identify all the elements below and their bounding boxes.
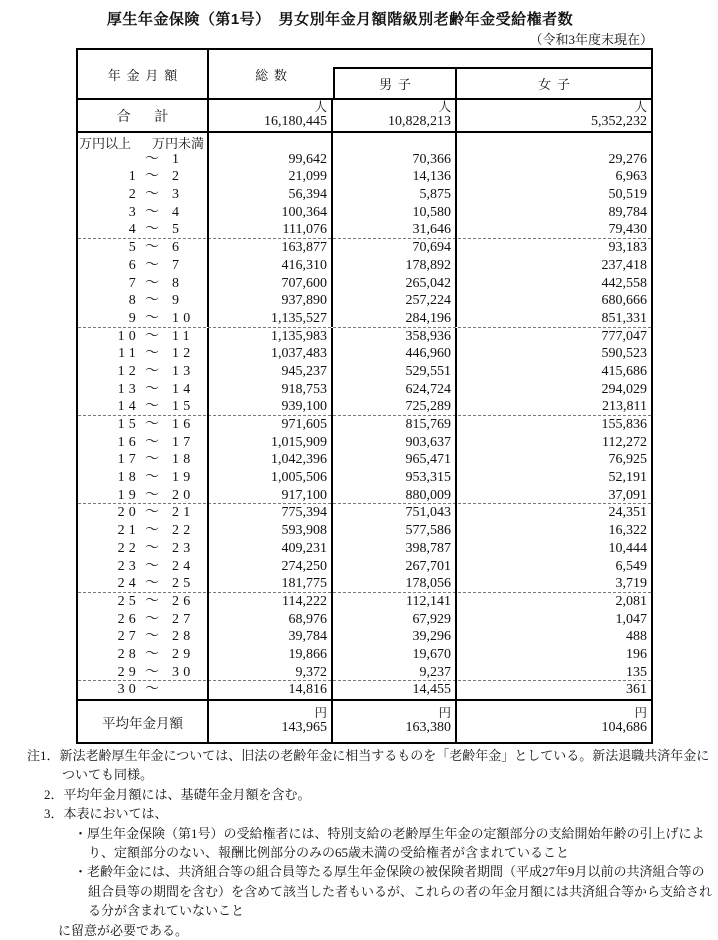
- footnote-line: る分が含まれていないこと: [88, 903, 245, 919]
- female-cell: 29,276: [608, 151, 647, 167]
- range-cell: 28 ～ 29: [78, 646, 209, 664]
- table-row: [78, 575, 651, 593]
- header-sex-group: [333, 67, 651, 98]
- total-cell: 1,015,909: [209, 434, 333, 452]
- total-cell: 1,005,506: [209, 469, 333, 487]
- grand-total-total-cell: 人 16,180,445: [209, 100, 333, 131]
- table-row: [78, 681, 651, 699]
- unit-yen: 円: [438, 706, 451, 720]
- table-row: [78, 381, 651, 399]
- average-row: [78, 699, 651, 742]
- female-cell: 777,047: [601, 328, 647, 344]
- range-cell: 18 ～ 19: [78, 469, 209, 487]
- female-cell: 79,430: [608, 222, 647, 238]
- total-cell: 181,775: [209, 575, 333, 592]
- male-cell: 14,455: [333, 681, 457, 699]
- grand-total-label: 合計: [78, 100, 209, 131]
- grand-total-male-cell: 人 10,828,213: [333, 100, 457, 131]
- range-cell: 16 ～ 17: [78, 434, 209, 452]
- range-cell: 7 ～ 8: [78, 275, 209, 293]
- range-cell: 21 ～ 22: [78, 522, 209, 540]
- female-cell: 155,836: [601, 417, 647, 432]
- female-cell: 6,549: [615, 558, 647, 574]
- range-cell: 30 ～: [78, 681, 209, 699]
- total-cell: 99,642: [209, 151, 333, 169]
- range-cell: 26 ～ 27: [78, 611, 209, 629]
- table-row: [78, 345, 651, 363]
- male-cell: 14,136: [333, 168, 457, 186]
- male-cell: 31,646: [333, 221, 457, 238]
- male-cell: 284,196: [333, 310, 457, 327]
- table-row: [78, 504, 651, 522]
- total-cell: 416,310: [209, 257, 333, 275]
- range-cell: 4 ～ 5: [78, 221, 209, 238]
- total-cell: 1,042,396: [209, 451, 333, 469]
- male-cell: 624,724: [333, 381, 457, 399]
- total-cell: 971,605: [209, 416, 333, 434]
- table-row: [78, 221, 651, 239]
- male-cell: 178,892: [333, 257, 457, 275]
- range-cell: 27 ～ 28: [78, 628, 209, 646]
- table-row: [78, 593, 651, 611]
- total-cell: 939,100: [209, 398, 333, 415]
- male-cell: 70,366: [333, 151, 457, 169]
- range-cell: 2 ～ 3: [78, 186, 209, 204]
- male-cell: 398,787: [333, 540, 457, 558]
- range-cell: 6 ～ 7: [78, 257, 209, 275]
- average-total-cell: 円 143,965: [209, 701, 333, 742]
- table-row: [78, 363, 651, 381]
- male-cell: 358,936: [333, 328, 457, 346]
- range-cell: 19 ～ 20: [78, 487, 209, 504]
- male-cell: 529,551: [333, 363, 457, 381]
- range-cell: 1 ～ 2: [78, 168, 209, 186]
- unit-yen: 円: [314, 706, 327, 720]
- range-unit-cell: 万円以上 万円未満: [78, 133, 209, 152]
- table-row: [78, 257, 651, 275]
- range-cell: 13 ～ 14: [78, 381, 209, 399]
- footnote-line: 注1．新法老齢厚生年金については、旧法の老齢年金に相当するものを「老齢年金」としている。新法退職共済年金に: [27, 748, 710, 763]
- male-cell: 446,960: [333, 345, 457, 363]
- range-cell: 3 ～ 4: [78, 204, 209, 222]
- range-cell: 12 ～ 13: [78, 363, 209, 381]
- male-cell: 67,929: [333, 611, 457, 629]
- total-cell: 409,231: [209, 540, 333, 558]
- female-cell: 361: [626, 682, 647, 698]
- female-cell: 10,444: [608, 540, 647, 556]
- table-row: [78, 611, 651, 629]
- table-row: [78, 628, 651, 646]
- range-cell: ～ 1: [78, 151, 209, 169]
- table-row: [78, 646, 651, 664]
- total-cell: 9,372: [209, 664, 333, 681]
- male-cell: 815,769: [333, 416, 457, 434]
- total-cell: 14,816: [209, 681, 333, 699]
- female-cell: 6,963: [615, 169, 647, 185]
- range-cell: 9 ～ 10: [78, 310, 209, 327]
- total-cell: 21,099: [209, 168, 333, 186]
- total-cell: 593,908: [209, 522, 333, 540]
- male-cell: 577,586: [333, 522, 457, 540]
- unit-persons: 人: [634, 100, 647, 114]
- range-cell: 29 ～ 30: [78, 664, 209, 681]
- header-range: 年金月額: [107, 67, 184, 83]
- table-row: [78, 186, 651, 204]
- header-total: 総数: [255, 67, 293, 83]
- range-cell: 11 ～ 12: [78, 345, 209, 363]
- table-row: [78, 310, 651, 328]
- footnote-line: 2．平均年金月額には、基礎年金月額を含む。: [44, 786, 311, 802]
- total-cell: 707,600: [209, 275, 333, 293]
- table-row: [78, 328, 651, 346]
- female-cell: 89,784: [608, 204, 647, 220]
- female-cell: 590,523: [601, 346, 647, 362]
- range-cell: 20 ～ 21: [78, 504, 209, 522]
- male-cell: 903,637: [333, 434, 457, 452]
- average-label: 平均年金月額: [78, 701, 209, 742]
- table-row: [78, 204, 651, 222]
- male-cell: 257,224: [333, 292, 457, 310]
- female-cell: 112,272: [602, 434, 647, 450]
- total-cell: 100,364: [209, 204, 333, 222]
- male-cell: 19,670: [333, 646, 457, 664]
- total-cell: 937,890: [209, 292, 333, 310]
- male-cell: 751,043: [333, 504, 457, 522]
- table-row: [78, 540, 651, 558]
- average-male-cell: 円 163,380: [333, 701, 457, 742]
- female-cell: 135: [626, 664, 647, 680]
- footnote-line: 組合員等の期間を含む）を含めて該当した者もいるが、これらの者の年金月額には共済組合等から支給され: [88, 883, 713, 899]
- unit-persons: 人: [314, 100, 327, 114]
- female-cell: 415,686: [601, 363, 647, 379]
- male-cell: 70,694: [333, 239, 457, 257]
- range-cell: 10 ～ 11: [78, 328, 209, 346]
- male-cell: 112,141: [333, 593, 457, 611]
- footnote-line: 3．本表においては、: [44, 806, 168, 822]
- male-cell: 953,315: [333, 469, 457, 487]
- total-cell: 945,237: [209, 363, 333, 381]
- grand-total-female-cell: 人 5,352,232: [591, 100, 647, 129]
- male-cell: 9,237: [333, 664, 457, 681]
- footnote-line: ・老齢年金には、共済組合等の組合員等たる厚生年金保険の被保険者期間（平成27年9月以前の共済組合等の: [74, 864, 705, 880]
- range-cell: 15 ～ 16: [78, 416, 209, 434]
- female-cell: 442,558: [601, 275, 647, 291]
- total-cell: 1,135,527: [209, 310, 333, 327]
- unit-persons: 人: [438, 100, 451, 114]
- as-of-date: （令和3年度末現在）: [529, 32, 653, 47]
- female-cell: 488: [626, 629, 647, 645]
- total-cell: 114,222: [209, 593, 333, 611]
- male-cell: 178,056: [333, 575, 457, 592]
- table-row: [78, 416, 651, 434]
- male-cell: 39,296: [333, 628, 457, 646]
- average-female-cell: 円 104,686: [601, 706, 647, 735]
- total-cell: 68,976: [209, 611, 333, 629]
- grand-total-row: [78, 100, 651, 133]
- female-cell: 76,925: [608, 452, 647, 468]
- female-cell: 213,811: [602, 399, 647, 415]
- total-cell: 39,784: [209, 628, 333, 646]
- range-cell: 8 ～ 9: [78, 292, 209, 310]
- table-row: [78, 451, 651, 469]
- female-cell: 2,081: [615, 593, 647, 609]
- page-title: 厚生年金保険（第1号） 男女別年金月額階級別老齢年金受給権者数: [106, 11, 574, 28]
- male-cell: 265,042: [333, 275, 457, 293]
- table-row: [78, 239, 651, 257]
- range-cell: 22 ～ 23: [78, 540, 209, 558]
- table-row: [78, 398, 651, 416]
- total-cell: 775,394: [209, 504, 333, 522]
- range-cell: 23 ～ 24: [78, 558, 209, 576]
- female-cell: 37,091: [608, 487, 647, 503]
- female-cell: 680,666: [601, 293, 647, 309]
- unit-yen: 円: [634, 706, 647, 720]
- total-cell: 274,250: [209, 558, 333, 576]
- table-row: [78, 487, 651, 505]
- male-cell: 725,289: [333, 398, 457, 415]
- range-cell: 17 ～ 18: [78, 451, 209, 469]
- total-cell: 1,037,483: [209, 345, 333, 363]
- table-row: [78, 292, 651, 310]
- table-body: [78, 133, 651, 699]
- total-cell: 163,877: [209, 239, 333, 257]
- range-cell: 24 ～ 25: [78, 575, 209, 592]
- range-cell: 14 ～ 15: [78, 398, 209, 415]
- table-row: [78, 168, 651, 186]
- range-cell: 5 ～ 6: [78, 239, 209, 257]
- footnote-line: ついても同様。: [62, 767, 154, 783]
- header-female: 女子: [538, 77, 576, 92]
- female-cell: 3,719: [615, 576, 647, 592]
- footnote-line: り、定額部分のない、報酬比例部分のみの65歳未満の受給権者が含まれていること: [88, 845, 570, 861]
- footnote-line: に留意が必要である。: [58, 922, 189, 938]
- male-cell: 5,875: [333, 186, 457, 204]
- total-cell: 918,753: [209, 381, 333, 399]
- female-cell: 237,418: [601, 257, 647, 273]
- total-cell: 917,100: [209, 487, 333, 504]
- female-cell: 93,183: [608, 240, 647, 256]
- male-cell: 880,009: [333, 487, 457, 504]
- male-cell: 965,471: [333, 451, 457, 469]
- table-row: [78, 434, 651, 452]
- male-cell: 267,701: [333, 558, 457, 576]
- female-cell: 16,322: [608, 523, 647, 539]
- pension-table: [76, 48, 653, 744]
- female-cell: 851,331: [601, 310, 647, 326]
- table-header: [78, 50, 651, 100]
- table-row: [78, 664, 651, 682]
- range-cell: 25 ～ 26: [78, 593, 209, 611]
- table-row: [78, 275, 651, 293]
- footnotes: [0, 746, 716, 940]
- female-cell: 294,029: [601, 381, 647, 397]
- total-cell: 19,866: [209, 646, 333, 664]
- female-cell: 50,519: [608, 187, 647, 203]
- total-cell: 111,076: [209, 221, 333, 238]
- total-cell: 56,394: [209, 186, 333, 204]
- female-cell: 1,047: [615, 611, 647, 627]
- total-cell: 1,135,983: [209, 328, 333, 346]
- footnote-line: ・厚生年金保険（第1号）の受給権者には、特別支給の老齢厚生年金の定額部分の支給開始年齢の引上げによ: [74, 825, 705, 841]
- table-row: [78, 522, 651, 540]
- header-male: 男子: [335, 69, 457, 98]
- male-cell: 10,580: [333, 204, 457, 222]
- range-unit-row: [78, 133, 651, 151]
- table-row: [78, 469, 651, 487]
- female-cell: 196: [626, 646, 647, 662]
- table-row: [78, 558, 651, 576]
- female-cell: 52,191: [608, 470, 647, 486]
- table-row: [78, 151, 651, 169]
- female-cell: 24,351: [608, 505, 647, 521]
